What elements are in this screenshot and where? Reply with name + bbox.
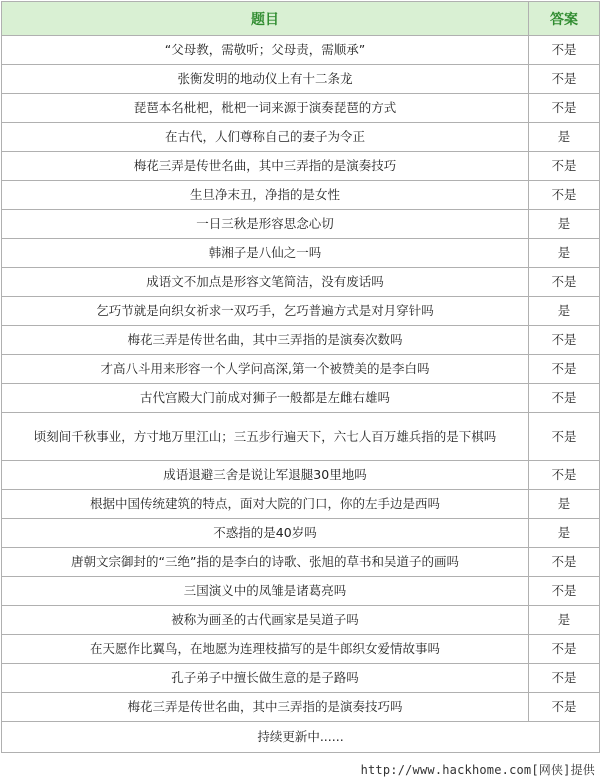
question-cell: 韩湘子是八仙之一吗 xyxy=(2,239,529,268)
table-row xyxy=(2,490,600,519)
question-cell: 古代宫殿大门前成对狮子一般都是左雌右雄吗 xyxy=(2,384,529,413)
table-row xyxy=(2,548,600,577)
answer-cell: 是 xyxy=(529,519,600,548)
question-cell: 唐朝文宗御封的“三绝”指的是李白的诗歌、张旭的草书和吴道子的画吗 xyxy=(2,548,529,577)
table-body xyxy=(2,36,600,753)
header-row xyxy=(2,2,600,36)
answer-cell: 不是 xyxy=(529,461,600,490)
answer-cell: 是 xyxy=(529,239,600,268)
answer-cell: 是 xyxy=(529,490,600,519)
question-cell: 梅花三弄是传世名曲，其中三弄指的是演奏次数吗 xyxy=(2,326,529,355)
table-row xyxy=(2,36,600,65)
table-row xyxy=(2,94,600,123)
table-row xyxy=(2,519,600,548)
answer-cell: 不是 xyxy=(529,94,600,123)
answer-cell: 不是 xyxy=(529,36,600,65)
answer-cell: 是 xyxy=(529,123,600,152)
question-cell: 一日三秋是形容思念心切 xyxy=(2,210,529,239)
question-cell: 梅花三弄是传世名曲，其中三弄指的是演奏技巧吗 xyxy=(2,693,529,722)
question-cell: 不惑指的是40岁吗 xyxy=(2,519,529,548)
question-cell: 张衡发明的地动仪上有十二条龙 xyxy=(2,65,529,94)
answer-cell: 不是 xyxy=(529,152,600,181)
answer-cell: 不是 xyxy=(529,355,600,384)
answer-cell: 是 xyxy=(529,297,600,326)
table-row xyxy=(2,413,600,461)
table-row xyxy=(2,606,600,635)
qa-table xyxy=(1,1,600,753)
answer-cell: 不是 xyxy=(529,635,600,664)
answer-header: 答案 xyxy=(529,2,600,36)
question-cell: 三国演义中的凤雏是诸葛亮吗 xyxy=(2,577,529,606)
answer-cell: 不是 xyxy=(529,693,600,722)
answer-cell: 不是 xyxy=(529,413,600,461)
question-cell: 在古代，人们尊称自己的妻子为令正 xyxy=(2,123,529,152)
answer-cell: 不是 xyxy=(529,664,600,693)
question-cell: 根据中国传统建筑的特点，面对大院的门口，你的左手边是西吗 xyxy=(2,490,529,519)
question-cell: 孔子弟子中擅长做生意的是子路吗 xyxy=(2,664,529,693)
question-header: 题目 xyxy=(2,2,529,36)
table-row xyxy=(2,461,600,490)
table-row xyxy=(2,181,600,210)
table-row xyxy=(2,65,600,94)
answer-cell: 不是 xyxy=(529,548,600,577)
table-row xyxy=(2,635,600,664)
answer-cell: 不是 xyxy=(529,268,600,297)
question-cell: 成语文不加点是形容文笔简洁，没有废话吗 xyxy=(2,268,529,297)
question-cell: 琵琶本名枇杷，枇杷一词来源于演奏琵琶的方式 xyxy=(2,94,529,123)
table-row xyxy=(2,239,600,268)
table-row xyxy=(2,210,600,239)
table-row xyxy=(2,123,600,152)
question-cell: 顷刻间千秋事业，方寸地万里江山；三五步行遍天下，六七人百万雄兵指的是下棋吗 xyxy=(2,413,529,461)
table-row xyxy=(2,355,600,384)
table-row xyxy=(2,384,600,413)
answer-cell: 不是 xyxy=(529,181,600,210)
question-cell: 乞巧节就是向织女祈求一双巧手，乞巧普遍方式是对月穿针吗 xyxy=(2,297,529,326)
question-cell: “父母教，需敬听；父母责，需顺承” xyxy=(2,36,529,65)
watermark: http://www.hackhome.com[网侠]提供 xyxy=(360,763,595,777)
footer-text: 持续更新中...... xyxy=(2,722,600,753)
answer-cell: 不是 xyxy=(529,65,600,94)
question-cell: 才高八斗用来形容一个人学问高深,第一个被赞美的是李白吗 xyxy=(2,355,529,384)
table-row xyxy=(2,326,600,355)
table-row xyxy=(2,152,600,181)
table-row xyxy=(2,268,600,297)
answer-cell: 是 xyxy=(529,606,600,635)
footer-row xyxy=(2,722,600,753)
question-cell: 生旦净末丑，净指的是女性 xyxy=(2,181,529,210)
table-row xyxy=(2,297,600,326)
table-row xyxy=(2,577,600,606)
table-row xyxy=(2,664,600,693)
answer-cell: 不是 xyxy=(529,326,600,355)
answer-cell: 不是 xyxy=(529,577,600,606)
question-cell: 成语退避三舍是说让军退腿30里地吗 xyxy=(2,461,529,490)
answer-cell: 不是 xyxy=(529,384,600,413)
table-row xyxy=(2,693,600,722)
question-cell: 被称为画圣的古代画家是吴道子吗 xyxy=(2,606,529,635)
question-cell: 梅花三弄是传世名曲，其中三弄指的是演奏技巧 xyxy=(2,152,529,181)
question-cell: 在天愿作比翼鸟，在地愿为连理枝描写的是牛郎织女爱情故事吗 xyxy=(2,635,529,664)
answer-cell: 是 xyxy=(529,210,600,239)
